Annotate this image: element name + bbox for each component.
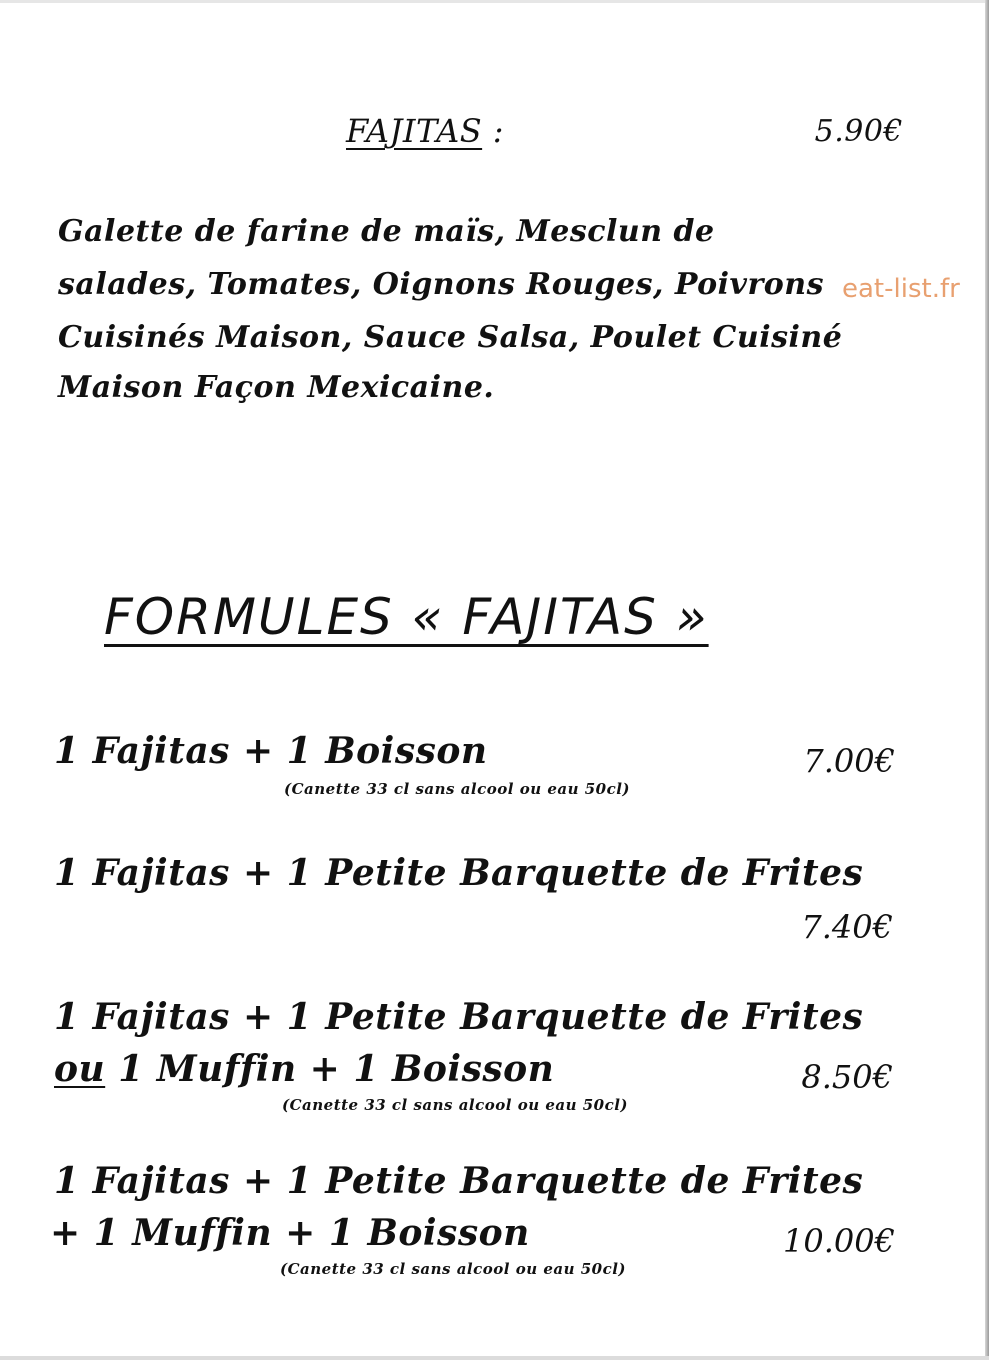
offer-1-note: (Canette 33 cl sans alcool ou eau 50cl) <box>284 780 631 798</box>
offer-3-line-2-rest: 1 Muffin + 1 Boisson <box>105 1048 555 1090</box>
formules-heading-text: FORMULES « FAJITAS » <box>104 588 709 646</box>
fajitas-title-text: FAJITAS <box>346 112 483 150</box>
page-edge-top <box>0 0 989 3</box>
offer-3-line-2 <box>54 1048 554 1090</box>
page-edge-bottom <box>0 1356 989 1360</box>
description-line-4: Maison Façon Mexicaine. <box>58 370 495 405</box>
offer-4-line-1: 1 Fajitas + 1 Petite Barquette de Frites <box>54 1160 864 1202</box>
offer-4-note: (Canette 33 cl sans alcool ou eau 50cl) <box>280 1260 627 1278</box>
watermark: eat-list.fr <box>842 274 960 304</box>
fajitas-title-suffix: : <box>482 112 505 150</box>
description-line-1: Galette de farine de maïs, Mesclun de <box>58 214 715 249</box>
offer-2-price: 7.40€ <box>801 908 893 946</box>
fajitas-price: 5.90€ <box>814 114 903 149</box>
offer-2-line: 1 Fajitas + 1 Petite Barquette de Frites <box>54 852 864 894</box>
offer-4-price: 10.00€ <box>783 1222 895 1260</box>
formules-heading <box>104 588 852 646</box>
description-line-3: Cuisinés Maison, Sauce Salsa, Poulet Cuisiné <box>58 320 843 355</box>
page-edge-right <box>985 0 989 1360</box>
offer-1-line: 1 Fajitas + 1 Boisson <box>54 730 488 772</box>
offer-1-price: 7.00€ <box>803 742 895 780</box>
offer-3-note: (Canette 33 cl sans alcool ou eau 50cl) <box>282 1096 629 1114</box>
offer-3-price: 8.50€ <box>801 1058 893 1096</box>
fajitas-title <box>346 112 504 150</box>
offer-3-line-1: 1 Fajitas + 1 Petite Barquette de Frites <box>54 996 864 1038</box>
offer-3-or-word: ou <box>54 1048 106 1090</box>
offer-4-line-2: + 1 Muffin + 1 Boisson <box>50 1212 530 1254</box>
description-line-2: salades, Tomates, Oignons Rouges, Poivrons <box>58 267 824 302</box>
